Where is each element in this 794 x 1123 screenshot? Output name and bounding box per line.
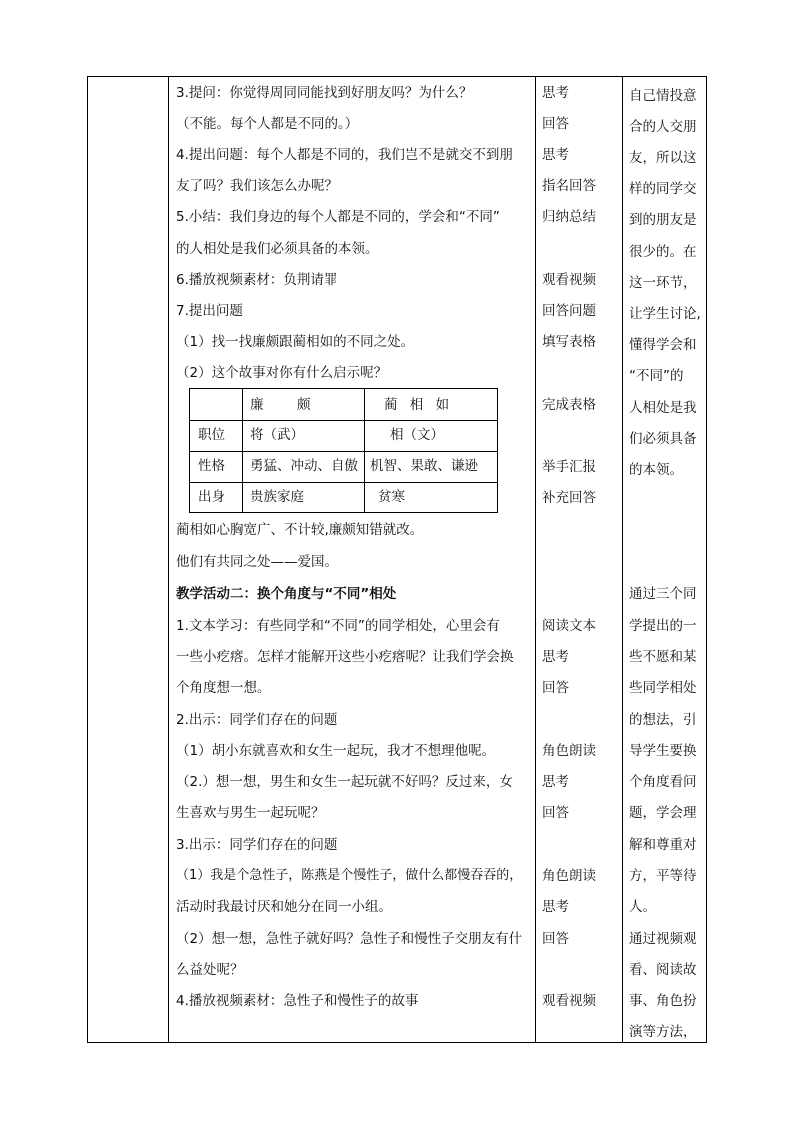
activity-item: 归纳总结 — [542, 209, 596, 225]
intent-line: 方，平等待 — [629, 868, 697, 884]
intent-line: 题，学会理 — [629, 805, 697, 821]
activity-item: 完成表格 — [542, 397, 596, 413]
process-line: 6.播放视频素材：负荆请罪 — [176, 272, 338, 288]
column-divider — [622, 77, 623, 1042]
process-line: （2）这个故事对你有什么启示呢？ — [176, 365, 388, 381]
table-row-label: 职位 — [198, 427, 225, 443]
activity-item: 回答 — [542, 931, 569, 947]
process-line: 么益处呢？ — [176, 962, 244, 978]
intent-line: 个角度看问 — [629, 774, 697, 790]
activity-item: 阅读文本 — [542, 618, 596, 634]
activity-item: 角色朗读 — [542, 868, 596, 884]
lesson-plan-table — [87, 76, 707, 1043]
col-divider — [364, 389, 365, 512]
activity-item: 举手汇报 — [542, 459, 596, 475]
row-divider — [190, 451, 497, 452]
intent-line: 通过三个同 — [629, 586, 697, 602]
table-row-label: 出身 — [198, 489, 225, 505]
intent-line: “不同”的 — [629, 368, 684, 384]
activity-item: 思考 — [542, 147, 569, 163]
process-line: 蔺相如心胸宽广、不计较,廉颇知错就改。 — [176, 522, 424, 538]
intent-line: 懂得学会和 — [629, 337, 697, 353]
process-line: 4.提出问题：每个人都是不同的，我们岂不是就交不到朋 — [176, 147, 513, 163]
process-line: 1.文本学习：有些同学和“不同”的同学相处，心里会有 — [176, 618, 500, 634]
process-line: 3.出示：同学们存在的问题 — [176, 837, 338, 853]
process-line: 一些小疙瘩。怎样才能解开这些小疙瘩呢？让我们学会换 — [176, 649, 514, 665]
comparison-table — [189, 388, 498, 513]
intent-line: 让学生讨论, — [629, 306, 701, 322]
intent-line: 友，所以这 — [629, 150, 697, 166]
process-line: 生喜欢与男生一起玩呢？ — [176, 805, 325, 821]
activity-item: 指名回答 — [542, 178, 596, 194]
intent-line: 自己情投意 — [629, 88, 697, 104]
activity-item: 思考 — [542, 649, 569, 665]
intent-line: 们必须具备 — [629, 431, 697, 447]
process-line: 他们有共同之处——爱国。 — [176, 554, 338, 570]
process-line: 个角度想一想。 — [176, 680, 271, 696]
process-line: 4.播放视频素材：急性子和慢性子的故事 — [176, 993, 419, 1009]
activity-item: 回答 — [542, 116, 569, 132]
activity-item: 填写表格 — [542, 334, 596, 350]
process-line: （2）想一想，急性子就好吗？急性子和慢性子交朋友有什 — [176, 931, 523, 947]
intent-line: 这一环节， — [629, 275, 697, 291]
table-cell: 相（文） — [390, 427, 444, 443]
table-cell: 贫寒 — [378, 489, 405, 505]
table-header-linxiangru: 蔺 相 如 — [384, 397, 454, 413]
table-header-lianpo: 廉 颇 — [250, 397, 321, 413]
intent-line: 样的同学交 — [629, 181, 697, 197]
row-divider — [190, 482, 497, 483]
col-divider — [242, 389, 243, 512]
activity-item: 思考 — [542, 774, 569, 790]
table-cell: 勇猛、冲动、自傲 — [250, 458, 358, 474]
process-line: 2.出示：同学们存在的问题 — [176, 712, 338, 728]
table-cell: 机智、果敢、谦逊 — [370, 458, 478, 474]
intent-line: 合的人交朋 — [629, 119, 697, 135]
row-divider — [190, 420, 497, 421]
intent-line: 些不愿和某 — [629, 649, 697, 665]
intent-line: 学提出的一 — [629, 618, 697, 634]
activity-item: 回答 — [542, 805, 569, 821]
table-row-label: 性格 — [198, 458, 225, 474]
section-title: 教学活动二：换个角度与“不同”相处 — [176, 586, 397, 602]
intent-line: 看、阅读故 — [629, 962, 697, 978]
process-line: 5.小结：我们身边的每个人都是不同的，学会和“不同” — [176, 209, 500, 225]
intent-line: 演等方法， — [629, 1024, 697, 1040]
intent-line: 的想法，引 — [629, 712, 697, 728]
table-cell: 将（武） — [250, 427, 304, 443]
process-line: （2.）想一想，男生和女生一起玩就不好吗？反过来，女 — [176, 774, 513, 790]
activity-item: 补充回答 — [542, 490, 596, 506]
intent-line: 人相处是我 — [629, 400, 697, 416]
process-line: （1）找一找廉颇跟蔺相如的不同之处。 — [176, 334, 415, 350]
process-line: 友了吗？我们该怎么办呢？ — [176, 178, 338, 194]
activity-item: 思考 — [542, 899, 569, 915]
intent-line: 通过视频观 — [629, 931, 697, 947]
intent-line: 很少的。在 — [629, 244, 697, 260]
activity-item: 观看视频 — [542, 993, 596, 1009]
activity-item: 回答 — [542, 680, 569, 696]
process-line: 7.提出问题 — [176, 303, 243, 319]
activity-item: 角色朗读 — [542, 743, 596, 759]
column-divider — [168, 77, 169, 1042]
activity-item: 思考 — [542, 85, 569, 101]
intent-line: 些同学相处 — [629, 680, 697, 696]
intent-line: 解和尊重对 — [629, 837, 697, 853]
intent-line: 事、角色扮 — [629, 993, 697, 1009]
process-line: 的人相处是我们必须具备的本领。 — [176, 241, 379, 257]
intent-line: 导学生要换 — [629, 743, 697, 759]
process-line: （1）我是个急性子，陈燕是个慢性子，做什么都慢吞吞的， — [176, 868, 523, 883]
activity-item: 观看视频 — [542, 272, 596, 288]
process-line: （不能。每个人都是不同的。） — [176, 116, 359, 132]
process-line: 活动时我最讨厌和她分在同一小组。 — [176, 899, 392, 915]
intent-line: 的本领。 — [629, 462, 683, 478]
intent-line: 人。 — [629, 899, 656, 915]
process-line: （1）胡小东就喜欢和女生一起玩，我才不想理他呢。 — [176, 743, 496, 759]
column-divider — [535, 77, 536, 1042]
intent-line: 到的朋友是 — [629, 212, 697, 228]
process-line: 3.提问：你觉得周同同能找到好朋友吗？为什么？ — [176, 85, 473, 101]
activity-item: 回答问题 — [542, 303, 596, 319]
table-cell: 贵族家庭 — [250, 489, 304, 505]
